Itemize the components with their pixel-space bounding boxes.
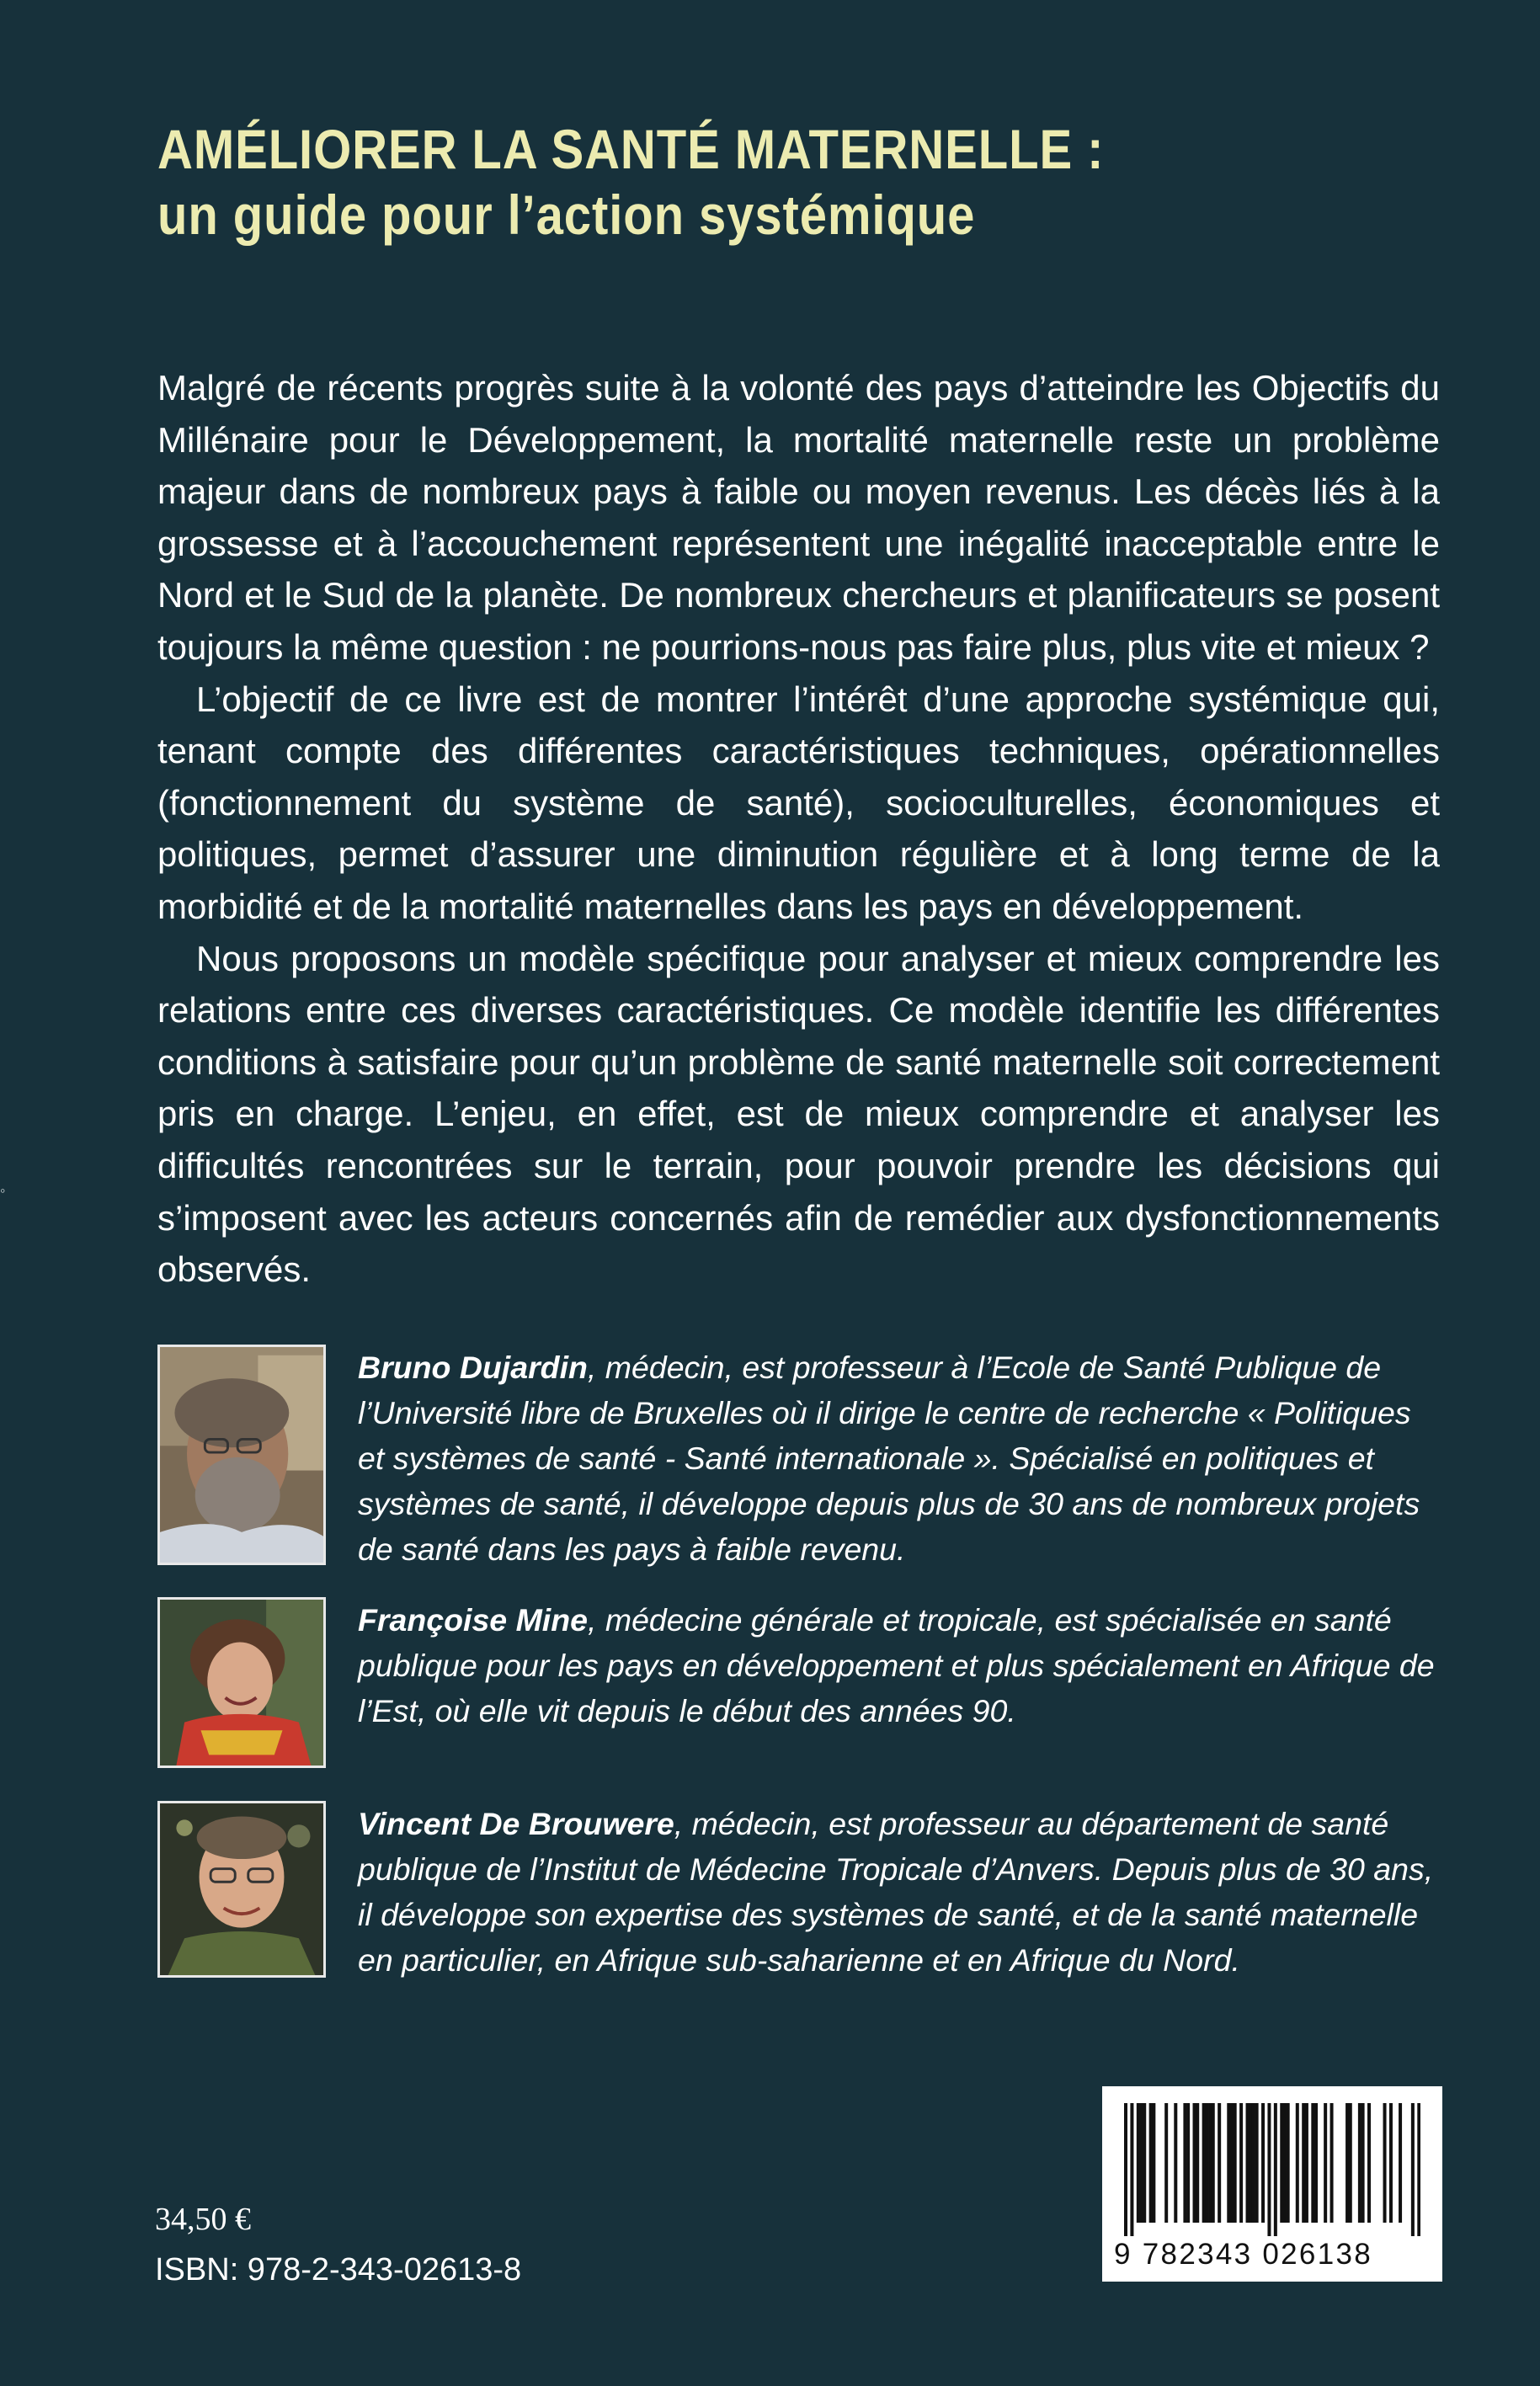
barcode-bar	[1193, 2103, 1196, 2223]
barcode-bar	[1274, 2103, 1277, 2236]
author-bio	[358, 1801, 1444, 1983]
blurb	[157, 362, 1440, 1296]
author-bio	[358, 1597, 1444, 1734]
barcode-bar	[1239, 2103, 1243, 2223]
author-name: Vincent De Brouwere	[358, 1806, 674, 1841]
barcode-bar	[1311, 2103, 1314, 2223]
barcode-bar	[1411, 2103, 1415, 2236]
barcode-bar	[1149, 2103, 1153, 2223]
edge-mark: ◦	[0, 1182, 6, 1199]
barcode-bars	[1124, 2103, 1420, 2236]
price: 34,50 €	[155, 2202, 251, 2237]
barcode-bar	[1349, 2103, 1352, 2223]
barcode-bar	[1346, 2103, 1349, 2223]
barcode-bar	[1246, 2103, 1250, 2223]
barcode-bar	[1152, 2103, 1155, 2223]
barcode-bar	[1399, 2103, 1402, 2223]
barcode-bar	[1302, 2103, 1305, 2223]
barcode-bar	[1283, 2103, 1287, 2223]
blurb-paragraph-2: L’objectif de ce livre est de montrer l’intérêt d’une approche systémique qui, tenant compte des différentes caractéristiques techniques, opérationnelles (fonctionnement du système de santé), socioculturelles, économiques et politiques, permet d’assurer une diminution régulière et à long terme de la morbidité et de la mortalité maternelles dans les pays en développement.	[157, 679, 1440, 926]
title-line-2: un guide pour l’action systémique	[157, 184, 976, 246]
barcode-bar	[1137, 2103, 1140, 2223]
isbn: ISBN: 978-2-343-02613-8	[155, 2252, 522, 2287]
barcode-bar	[1186, 2103, 1190, 2223]
author-photo	[157, 1597, 326, 1768]
blurb-paragraph-1: Malgré de récents progrès suite à la volonté des pays d’atteindre les Objectifs du Millénaire pour le Développement, la mortalité maternelle reste un problème majeur dans de nombreux pays à faible ou moyen revenus. Les décès liés à la grossesse et à l’accouchement représentent une inégalité inacceptable entre le Nord et le Sud de la planète. De nombreux chercheurs et planificateurs se posent toujours la même question : ne pourrions-nous pas faire plus, plus vite et mieux ?	[157, 368, 1440, 667]
title-line-1: AMÉLIORER LA SANTÉ MATERNELLE :	[157, 118, 1105, 180]
barcode-bar	[1367, 2103, 1371, 2223]
barcode-bar	[1205, 2103, 1208, 2223]
barcode-bar	[1183, 2103, 1186, 2223]
blurb-paragraph-3: Nous proposons un modèle spécifique pour analyser et mieux comprendre les relations entre ces diverses caractéristiques. Ce modèle identifie les différentes conditions à satisfaire pour qu’un problème de santé maternelle soit correctement pris en charge. L’enjeu, en effet, est de mieux comprendre et analyser les difficultés rencontrées sur le terrain, pour pouvoir prendre les décisions qui s’imposent avec les acteurs concernés afin de remédier aux dysfonctionnements observés.	[157, 938, 1440, 1290]
barcode-bar	[1324, 2103, 1327, 2223]
barcode-bar	[1261, 2103, 1265, 2223]
barcode-bar	[1174, 2103, 1177, 2223]
barcode-bar	[1249, 2103, 1252, 2223]
barcode-bar	[1389, 2103, 1393, 2223]
barcode-bar	[1212, 2103, 1215, 2223]
author-photo	[157, 1801, 326, 1978]
barcode-bar	[1296, 2103, 1299, 2223]
author-name: Bruno Dujardin	[358, 1350, 588, 1385]
author-description: , médecin, est professeur à l’Ecole de Santé Publique de l’Université libre de Bruxelles où il dirige le centre de recherche « Politiques et systèmes de santé - Santé internationale ». Spécialisé en politiques et systèmes de santé, il développe depuis plus de 30 ans de nombreux projets de santé dans les pays à faible revenu.	[358, 1350, 1420, 1567]
author-bio	[358, 1345, 1444, 1572]
barcode-bar	[1330, 2103, 1334, 2223]
barcode-bar	[1417, 2103, 1420, 2236]
barcode-bar	[1287, 2103, 1290, 2223]
portrait-image	[160, 1347, 323, 1563]
barcode-bar	[1143, 2103, 1146, 2223]
barcode-bar	[1267, 2103, 1271, 2236]
portrait-image	[160, 1600, 323, 1766]
barcode-bar	[1196, 2103, 1199, 2223]
author-description: , médecin, est professeur au département de santé publique de l’Institut de Médecine Tropicale d’Anvers. Depuis plus de 30 ans, il développe son expertise des systèmes de santé, et de la santé maternelle en particulier, en Afrique sub-saharienne et en Afrique du Nord.	[358, 1806, 1434, 1978]
barcode-bar	[1361, 2103, 1365, 2223]
barcode-bar	[1280, 2103, 1283, 2223]
barcode-bar	[1314, 2103, 1318, 2223]
barcode-bar	[1252, 2103, 1255, 2223]
barcode	[1102, 2086, 1442, 2282]
barcode-bar	[1202, 2103, 1206, 2223]
barcode-bar	[1227, 2103, 1230, 2223]
barcode-bar	[1124, 2103, 1127, 2236]
portrait-image	[160, 1803, 323, 1975]
barcode-bar	[1230, 2103, 1234, 2223]
book-title	[157, 116, 1269, 248]
barcode-bar	[1234, 2103, 1237, 2223]
barcode-bar	[1305, 2103, 1308, 2223]
barcode-bar	[1130, 2103, 1133, 2236]
barcode-bar	[1358, 2103, 1361, 2223]
barcode-digits: 9 782343 026138	[1114, 2238, 1372, 2271]
barcode-bar	[1164, 2103, 1168, 2223]
barcode-bar	[1383, 2103, 1387, 2223]
barcode-bar	[1255, 2103, 1259, 2223]
author-description: , médecine générale et tropicale, est spécialisée en santé publique pour les pays en développement et plus spécialement en Afrique de l’Est, où elle vit depuis le début des années 90.	[358, 1602, 1435, 1728]
author-name: Françoise Mine	[358, 1602, 588, 1638]
barcode-bar	[1140, 2103, 1143, 2223]
barcode-bar	[1208, 2103, 1212, 2223]
barcode-bar	[1218, 2103, 1221, 2223]
author-photo	[157, 1345, 326, 1565]
